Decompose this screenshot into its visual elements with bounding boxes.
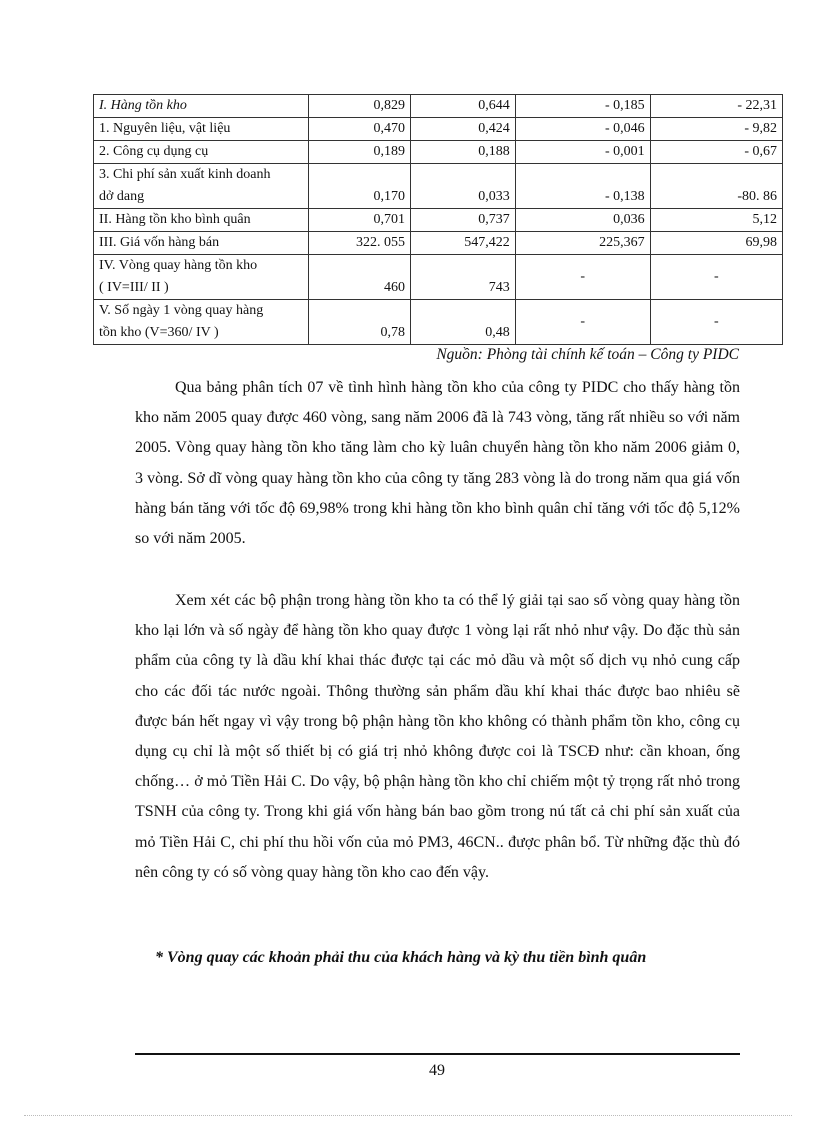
paragraph-1	[135, 373, 740, 554]
row-label: 2. Công cụ dụng cụ	[94, 141, 309, 164]
row-label: II. Hàng tồn kho bình quân	[94, 209, 309, 232]
row-label-line: V. Số ngày 1 vòng quay hàng	[99, 303, 264, 318]
cell-value: 0,170	[308, 164, 410, 209]
table-row	[94, 255, 783, 300]
cell-value: 0,701	[308, 209, 410, 232]
cell-value: - 9,82	[650, 118, 782, 141]
table-row	[94, 164, 783, 209]
row-label-line: 3. Chi phí sản xuất kinh doanh	[99, 167, 271, 182]
paragraph-text: Qua bảng phân tích 07 về tình hình hàng tồn kho của công ty PIDC cho thấy hàng tồn kho năm 2005 quay được 460 vòng, sang năm 2006 đã là 743 vòng, tăng rất nhiều so với năm 2005. Vòng quay hàng tồn kho tăng làm cho kỳ luân chuyển hàng tồn kho năm 2006 giảm 0, 3 vòng. Sở dĩ vòng quay hàng tồn kho của công ty tăng 283 vòng là do trong năm qua giá vốn hàng bán tăng với tốc độ 69,98% trong khi hàng tồn kho bình quân chỉ tăng với tốc độ 5,12% so với năm 2005.	[135, 379, 740, 548]
cell-value: - 0,001	[515, 141, 650, 164]
cell-value: 0,48	[411, 300, 516, 345]
row-label: I. Hàng tồn kho	[94, 95, 309, 118]
cell-value: 547,422	[411, 232, 516, 255]
table-row	[94, 118, 783, 141]
table-row	[94, 232, 783, 255]
row-label: 1. Nguyên liệu, vật liệu	[94, 118, 309, 141]
paragraph-2	[135, 586, 740, 888]
table-row	[94, 95, 783, 118]
page-number: 49	[429, 1062, 445, 1079]
cell-value: 0,188	[411, 141, 516, 164]
table-row	[94, 141, 783, 164]
row-label	[94, 255, 309, 300]
cell-value: 0,78	[308, 300, 410, 345]
section-heading	[135, 944, 740, 972]
cell-value: 225,367	[515, 232, 650, 255]
inventory-table	[93, 94, 783, 345]
cell-value: - 0,67	[650, 141, 782, 164]
row-label: III. Giá vốn hàng bán	[94, 232, 309, 255]
cell-value: - 0,138	[515, 164, 650, 209]
cell-value: -	[515, 255, 650, 300]
cell-value: - 0,185	[515, 95, 650, 118]
table-row	[94, 300, 783, 345]
footer-rule	[135, 1053, 740, 1055]
page-edge	[24, 1115, 792, 1116]
cell-value: 460	[308, 255, 410, 300]
cell-value: 0,424	[411, 118, 516, 141]
cell-value: 0,829	[308, 95, 410, 118]
cell-value: 0,189	[308, 141, 410, 164]
cell-value: 5,12	[650, 209, 782, 232]
cell-value: 0,033	[411, 164, 516, 209]
cell-value: 69,98	[650, 232, 782, 255]
cell-value: -	[650, 300, 782, 345]
row-label	[94, 164, 309, 209]
cell-value: 0,470	[308, 118, 410, 141]
cell-value: 322. 055	[308, 232, 410, 255]
cell-value: 0,737	[411, 209, 516, 232]
row-label-line: ( IV=III/ II )	[99, 280, 169, 295]
table-row	[94, 209, 783, 232]
cell-value: 743	[411, 255, 516, 300]
row-label-line: tồn kho (V=360/ IV )	[99, 325, 219, 340]
paragraph-text: Xem xét các bộ phận trong hàng tồn kho ta có thể lý giải tại sao số vòng quay hàng tồn kho lại lớn và số ngày để hàng tồn kho quay được 1 vòng lại rất nhỏ như vậy. Do đặc thù sản phẩm của công ty là dầu khí khai thác được tại các mỏ dầu và một số dịch vụ nhỏ cung cấp cho các đối tác nước ngoài. Thông thường sản phẩm dầu khí khai thác được bao nhiêu sẽ được bán hết ngay vì vậy trong bộ phận hàng tồn kho không có thành phẩm tồn kho, công cụ dụng cụ chỉ là một số thiết bị có giá trị nhỏ không được coi là TSCĐ như: cần khoan, ống chống… ở mỏ Tiền Hải C. Do vậy, bộ phận hàng tồn kho chỉ chiếm một tỷ trọng rất nhỏ trong TSNH của công ty. Trong khi giá vốn hàng bán bao gồm trong nú tất cả chi phí sản xuất của mỏ Tiền Hải C, chi phí thu hồi vốn của mỏ PM3, 46CN.. được phân bổ. Từ những đặc thù đó nên công ty có số vòng quay hàng tồn kho cao đến vậy.	[135, 592, 740, 881]
row-label-line: dở dang	[99, 189, 145, 204]
section-heading-text: * Vòng quay các khoản phải thu của khách hàng và kỳ thu tiền bình quân	[155, 949, 647, 966]
table-source-note: Nguồn: Phòng tài chính kế toán – Công ty PIDC	[436, 346, 739, 363]
row-label-line: IV. Vòng quay hàng tồn kho	[99, 258, 258, 273]
cell-value: -	[515, 300, 650, 345]
cell-value: - 22,31	[650, 95, 782, 118]
cell-value: 0,036	[515, 209, 650, 232]
cell-value: -80. 86	[650, 164, 782, 209]
cell-value: 0,644	[411, 95, 516, 118]
cell-value: - 0,046	[515, 118, 650, 141]
row-label	[94, 300, 309, 345]
cell-value: -	[650, 255, 782, 300]
